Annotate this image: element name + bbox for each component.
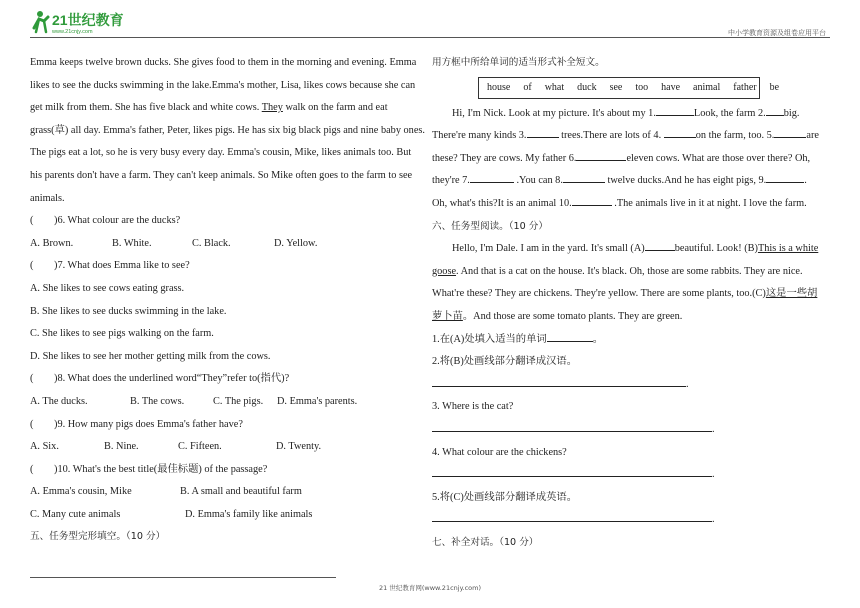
blank-9[interactable] [766,172,804,183]
option: C. The pigs. [213,395,264,407]
header-divider [30,37,830,38]
reading-line: goose. And that is a cat on the house. It's black. Oh, those are some rabbits. They are nice. [432,265,803,277]
cloze-line: they're 7. .You can 8. twelve ducks.And he has eight pigs, 9. . [432,170,828,193]
question-10-options [30,481,426,504]
word: have [661,82,681,94]
option: B. A small and beautiful farm [180,486,302,498]
option: B. The cows. [130,395,185,407]
logo-url: www.21cnjy.com [52,29,93,35]
underlined-c-end: 萝卜苗 [432,310,463,322]
footer-text: 21 世纪教育网(www.21cnjy.com) [379,584,481,592]
question-6-options [30,233,426,256]
section-6-heading: 六、任务型阅读。（10 分） [432,220,548,232]
cloze-line: these? They are cows. My father 6. eleven cows. What are those over there? Oh, [432,148,828,171]
answer-blank-4[interactable] [432,466,712,477]
question-9-options [30,436,426,459]
logo-text: 21世纪教育 [52,12,124,28]
answer-blank-2[interactable] [432,376,686,387]
option: B. Nine. [104,441,139,453]
task-question-5: 5.将(C)处画线部分翻译成英语。 [432,491,578,503]
blank-2[interactable] [766,105,784,116]
word-bank [478,77,780,99]
word: animal [693,82,721,94]
blank-3[interactable] [527,127,559,138]
task-question-1: 1.在(A)处填入适当的单词 。 [432,329,828,352]
word: house [487,82,511,94]
passage-line: likes to see the ducks swimming in the lake.Emma's mother, Lisa, likes cows because she can [30,79,416,91]
section-5-heading: 五、任务型完形填空。（10 分） [30,531,166,543]
question-9: ( )9. How many pigs does Emma's father have? [30,418,243,430]
blank-4[interactable] [664,127,696,138]
left-column [30,52,426,549]
blank-5[interactable] [774,127,806,138]
underlined-c: 这是一些胡 [765,288,818,300]
cloze-line: There're many kinds 3. trees.There are lots of 4. on the farm, too. 5. are [432,125,828,148]
blank-10[interactable] [572,195,612,206]
reading-line: 萝卜苗。And those are some tomato plants. They are green. [432,310,683,322]
answer-blank-5[interactable] [432,511,712,522]
task-question-3: 3. Where is the cat? [432,401,514,413]
passage-line: his parents don't have a farm. They can't keep animals. So Mike often goes to the farm to see [30,169,413,181]
underlined-word-they: They [261,102,283,114]
option: A. The ducks. [30,395,88,407]
word: father [733,82,757,94]
reading-passage [30,52,426,210]
answer-line: . [432,509,828,532]
answer-blank-3[interactable] [432,421,712,432]
option: D. Emma's family like animals [185,508,313,520]
blank-7[interactable] [470,172,514,183]
word: see [609,82,623,94]
option: A. Emma's cousin, Mike [30,486,132,498]
runner-logo-icon [30,8,150,36]
question-8-options [30,391,426,414]
option: D. She likes to see her mother getting milk from the cows. [30,350,271,362]
answer-line: . [432,374,828,397]
option: A. Brown. [30,237,74,249]
option: D. Yellow. [274,237,318,249]
underlined-b: This is a white [757,243,819,255]
reading-passage-2 [432,238,828,328]
blank-1[interactable] [656,105,694,116]
question-6: ( )6. What colour are the ducks? [30,215,181,227]
word: of [523,82,532,94]
answer-blank-1[interactable] [547,331,593,342]
passage-line: The pigs eat a lot, so he is very busy every day. Emma's cousin, Mike, likes animals too. But [30,147,412,159]
site-name: 中小学教育资源及组卷应用平台 [728,29,826,37]
cloze-instructions: 用方框中所给单词的适当形式补全短文。 [432,57,605,68]
option: D. Twenty. [276,441,322,453]
option: C. She likes to see pigs walking on the farm. [30,328,214,340]
task-question-4: 4. What colour are the chickens? [432,446,567,458]
option: B. She likes to see ducks swimming in the lake. [30,305,227,317]
underlined-b-end: goose [432,265,457,277]
word: too [635,82,649,94]
option: B. White. [112,237,152,249]
answer-line: . [432,419,828,442]
cloze-line: Oh, what's this?It is an animal 10. .The animals live in it at night. I love the farm. [432,193,828,216]
cloze-line: Hi, I'm Nick. Look at my picture. It's about my 1. Look, the farm 2. big. [432,103,828,126]
word: what [544,82,565,94]
passage-line: animals. [30,192,65,204]
task-question-2: 2.将(B)处画线部分翻译成汉语。 [432,356,578,368]
option: C. Black. [192,237,231,249]
reading-line: Hello, I'm Dale. I am in the yard. It's small (A) beautiful. Look! (B)This is a white [432,238,828,261]
answer-line: . [432,464,828,487]
word: duck [577,82,597,94]
option: A. She likes to see cows eating grass. [30,282,185,294]
question-10: ( )10. What's the best title(最佳标题) of the passage? [30,463,268,475]
option: C. Fifteen. [178,441,222,453]
question-7: ( )7. What does Emma like to see? [30,260,190,272]
section-7-heading: 七、补全对话。（10 分） [432,536,539,548]
question-8: ( )8. What does the underlined word“They”refer to(指代)? [30,373,290,385]
option: D. Emma's parents. [277,395,358,407]
passage-line: get milk from them. She has five black and white cows. They walk on the farm and eat [30,102,388,114]
footer-divider [30,577,336,578]
reading-line: What're these? They are chickens. They're yellow. There are some plants, too.(C)这是一些胡 [432,288,818,300]
site-logo [30,8,150,36]
question-10-options [30,504,426,527]
blank-6[interactable] [576,150,626,161]
passage-line: grass(草) all day. Emma's father, Peter, likes pigs. He has six big black pigs and nine baby ones. [30,124,425,136]
word: be [769,82,780,94]
blank-a[interactable] [645,240,675,251]
option: C. Many cute animals [30,508,121,520]
right-column [432,52,828,554]
passage-line: Emma keeps twelve brown ducks. She gives food to them in the morning and evening. Emma [30,57,417,68]
option: A. Six. [30,441,59,453]
cloze-passage [432,103,828,216]
blank-8[interactable] [563,172,605,183]
